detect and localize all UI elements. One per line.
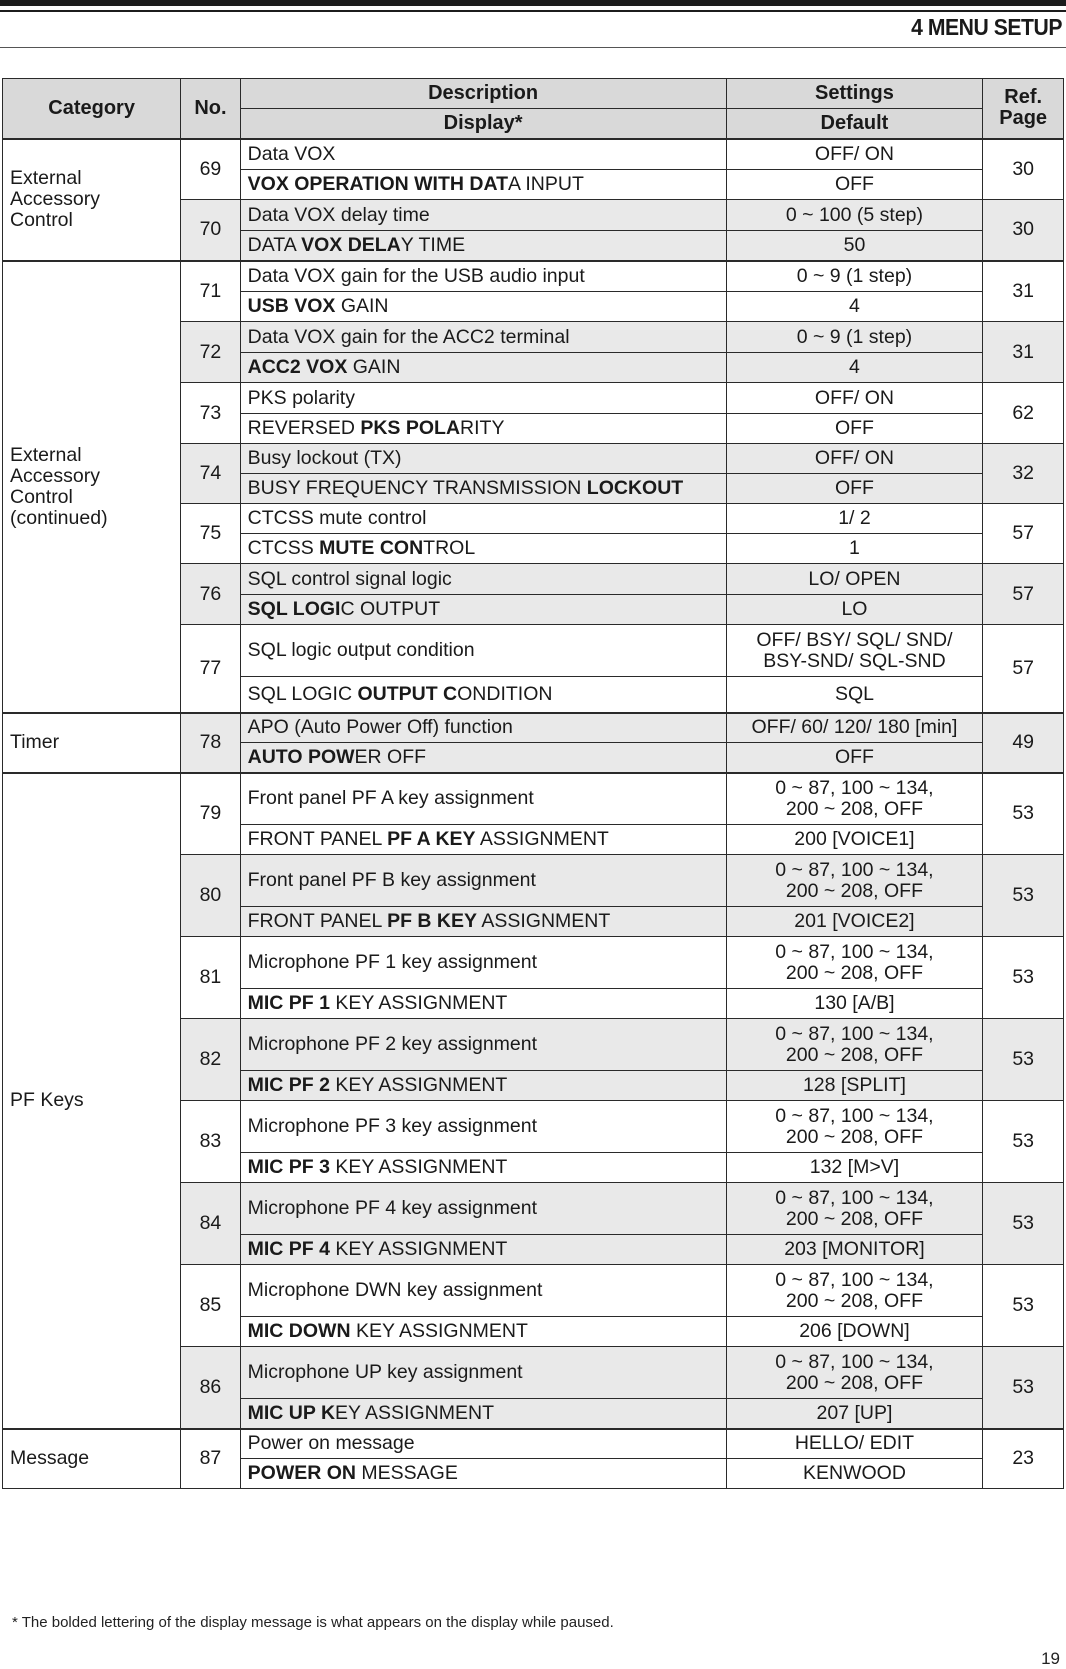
menu-description: Data VOX	[240, 139, 726, 170]
ref-page: 53	[983, 1265, 1064, 1347]
menu-settings	[726, 1265, 983, 1317]
menu-default: 132 [M>V]	[726, 1153, 983, 1183]
settings-line: 200 ~ 208, OFF	[785, 879, 924, 902]
menu-settings	[726, 444, 983, 474]
display-segment: FRONT PANEL	[247, 910, 388, 932]
ref-page: 49	[983, 713, 1064, 773]
menu-description: Front panel PF A key assignment	[240, 773, 726, 825]
display-bold-segment: WITH DAT	[414, 173, 509, 195]
menu-default: 1	[726, 534, 983, 564]
display-segment: ASSIGNMENT	[477, 910, 611, 932]
settings-line: 0 ~ 87, 100 ~ 134,	[775, 1186, 934, 1209]
settings-line: OFF/ ON	[814, 142, 894, 165]
menu-number: 77	[181, 625, 240, 713]
settings-line: 0 ~ 87, 100 ~ 134,	[775, 858, 934, 881]
table-row	[3, 773, 1064, 825]
menu-settings	[726, 1347, 983, 1399]
display-segment: RITY	[460, 417, 505, 439]
ref-page: 62	[983, 383, 1064, 444]
category-line: Accessory	[10, 188, 100, 210]
display-segment: A INPUT	[508, 173, 584, 195]
menu-default: 130 [A/B]	[726, 989, 983, 1019]
menu-display-text	[240, 595, 726, 625]
category-line: (continued)	[10, 506, 108, 529]
section-title: 4 MENU SETUP	[911, 14, 1062, 40]
menu-description: Data VOX gain for the USB audio input	[240, 261, 726, 292]
settings-line: 200 ~ 208, OFF	[785, 1207, 924, 1230]
category-external-accessory-control	[3, 139, 181, 261]
ref-page: 53	[983, 1101, 1064, 1183]
menu-settings	[726, 383, 983, 414]
menu-display-text	[240, 414, 726, 444]
settings-line: OFF/ ON	[814, 386, 894, 409]
table-row	[3, 713, 1064, 743]
header-divider	[0, 47, 1066, 48]
menu-description: PKS polarity	[240, 383, 726, 414]
display-bold-segment: OUTPUT C	[357, 682, 458, 705]
category-pf-keys	[3, 773, 181, 1429]
menu-default: KENWOOD	[726, 1459, 983, 1489]
ref-page: 57	[983, 504, 1064, 564]
ref-page: 30	[983, 139, 1064, 200]
menu-display-text	[240, 1459, 726, 1489]
menu-settings	[726, 200, 983, 231]
menu-number: 74	[181, 444, 240, 504]
menu-settings	[726, 322, 983, 353]
menu-display-text	[240, 1317, 726, 1347]
settings-line: OFF/ 60/ 120/ 180 [min]	[751, 716, 958, 739]
header-ref-line1: Ref.	[1004, 86, 1043, 109]
menu-display-text	[240, 1399, 726, 1429]
menu-default: 128 [SPLIT]	[726, 1071, 983, 1101]
settings-line: 0 ~ 87, 100 ~ 134,	[775, 1268, 934, 1291]
display-segment: EY ASSIGNMENT	[335, 1401, 494, 1424]
settings-line: LO/ OPEN	[808, 567, 901, 590]
menu-default: 206 [DOWN]	[726, 1317, 983, 1347]
menu-number: 70	[181, 200, 240, 261]
top-rule-thick	[0, 0, 1066, 6]
display-segment: GAIN	[335, 295, 389, 317]
ref-page: 32	[983, 444, 1064, 504]
display-bold-segment: SQL LOGI	[247, 598, 341, 620]
menu-number: 73	[181, 383, 240, 444]
settings-line: 200 ~ 208, OFF	[785, 1125, 924, 1148]
settings-line: 0 ~ 9 (1 step)	[796, 325, 913, 348]
menu-display-text	[240, 231, 726, 261]
header-display: Display*	[240, 109, 726, 139]
menu-settings	[726, 625, 983, 677]
header-no: No.	[181, 79, 240, 139]
menu-display-text	[240, 907, 726, 937]
header-settings: Settings	[726, 79, 983, 109]
category-line: Timer	[10, 731, 60, 753]
ref-page: 30	[983, 200, 1064, 261]
menu-settings	[726, 713, 983, 743]
menu-description: Data VOX gain for the ACC2 terminal	[240, 322, 726, 353]
header-default: Default	[726, 109, 983, 139]
display-bold-segment: LOCKOUT	[586, 477, 684, 499]
display-segment: ASSIGNMENT	[475, 828, 609, 850]
menu-display-text	[240, 825, 726, 855]
display-bold-segment: ACC2 VOX	[247, 356, 348, 378]
display-bold-segment: MIC PF 4	[247, 1238, 330, 1260]
settings-line: 200 ~ 208, OFF	[785, 1371, 924, 1394]
display-segment: ER OFF	[354, 745, 427, 768]
menu-setup-table	[2, 78, 1064, 1489]
ref-page: 53	[983, 937, 1064, 1019]
ref-page: 53	[983, 1347, 1064, 1429]
category-line: PF Keys	[10, 1089, 84, 1111]
menu-display-text	[240, 743, 726, 773]
display-bold-segment: MIC PF 1	[247, 992, 330, 1014]
menu-display-text	[240, 474, 726, 504]
display-segment: BUSY FREQUENCY TRANSMISSION	[247, 477, 587, 499]
menu-description: Microphone PF 3 key assignment	[240, 1101, 726, 1153]
display-bold-segment: PF B KEY	[387, 910, 477, 932]
menu-settings	[726, 1019, 983, 1071]
settings-line: 0 ~ 87, 100 ~ 134,	[775, 776, 934, 799]
display-bold-segment: PF A KEY	[387, 828, 476, 850]
menu-display-text	[240, 1071, 726, 1101]
menu-number: 86	[181, 1347, 240, 1429]
menu-default: LO	[726, 595, 983, 625]
display-segment: KEY ASSIGNMENT	[329, 1074, 508, 1096]
menu-description: Microphone PF 2 key assignment	[240, 1019, 726, 1071]
settings-line: 0 ~ 87, 100 ~ 134,	[775, 1022, 934, 1045]
menu-number: 83	[181, 1101, 240, 1183]
menu-default: 201 [VOICE2]	[726, 907, 983, 937]
menu-description: Data VOX delay time	[240, 200, 726, 231]
menu-number: 80	[181, 855, 240, 937]
settings-line: OFF/ ON	[814, 447, 894, 469]
menu-default: SQL	[726, 677, 983, 713]
menu-settings	[726, 937, 983, 989]
display-segment: GAIN	[347, 356, 401, 378]
settings-line: 200 ~ 208, OFF	[785, 961, 924, 984]
display-bold-segment: VOX DELA	[301, 233, 401, 256]
settings-line: 200 ~ 208, OFF	[785, 1043, 924, 1066]
menu-description: Busy lockout (TX)	[240, 444, 726, 474]
menu-number: 79	[181, 773, 240, 855]
display-bold-segment: MIC PF 2	[247, 1074, 330, 1096]
display-bold-segment: USB VOX	[247, 295, 336, 317]
display-segment: FRONT PANEL	[247, 828, 388, 850]
display-bold-segment: MUTE CON	[319, 537, 424, 559]
ref-page: 23	[983, 1429, 1064, 1489]
menu-settings	[726, 855, 983, 907]
category-line: Control	[10, 485, 73, 508]
header-ref-line2: Page	[999, 107, 1048, 130]
menu-description: CTCSS mute control	[240, 504, 726, 534]
settings-line: 0 ~ 87, 100 ~ 134,	[775, 940, 934, 963]
menu-display-text	[240, 170, 726, 200]
category-line: Message	[10, 1447, 90, 1470]
display-bold-segment: POWER ON	[247, 1462, 356, 1484]
menu-default: OFF	[726, 414, 983, 444]
settings-line: 200 ~ 208, OFF	[785, 1289, 924, 1312]
header-category: Category	[3, 79, 181, 139]
ref-page: 31	[983, 322, 1064, 383]
menu-number: 78	[181, 713, 240, 773]
display-bold-segment: VOX OPERATION	[247, 173, 415, 195]
menu-description: Microphone DWN key assignment	[240, 1265, 726, 1317]
menu-number: 82	[181, 1019, 240, 1101]
menu-settings	[726, 261, 983, 292]
footnote: * The bolded lettering of the display message is what appears on the display while paused.	[12, 1614, 614, 1631]
menu-description: Microphone UP key assignment	[240, 1347, 726, 1399]
menu-description: Microphone PF 1 key assignment	[240, 937, 726, 989]
display-bold-segment: MIC UP K	[247, 1401, 336, 1424]
display-segment: DATA	[247, 233, 302, 256]
page-number: 19	[1041, 1649, 1060, 1668]
header-description: Description	[240, 79, 726, 109]
menu-display-text	[240, 292, 726, 322]
menu-settings	[726, 1183, 983, 1235]
menu-settings	[726, 1429, 983, 1459]
menu-display-text	[240, 677, 726, 713]
category-line: Control	[10, 209, 73, 231]
ref-page: 53	[983, 1019, 1064, 1101]
settings-line: 0 ~ 100 (5 step)	[785, 203, 924, 226]
menu-number: 75	[181, 504, 240, 564]
menu-settings	[726, 504, 983, 534]
menu-description: SQL logic output condition	[240, 625, 726, 677]
table-row	[3, 261, 1064, 292]
display-segment: Y TIME	[400, 233, 466, 256]
menu-settings	[726, 1101, 983, 1153]
display-segment: MESSAGE	[355, 1462, 458, 1484]
settings-line: BSY-SND/ SQL-SND	[763, 649, 946, 672]
menu-default: OFF	[726, 474, 983, 504]
category-line: External	[10, 443, 82, 466]
menu-number: 72	[181, 322, 240, 383]
menu-settings	[726, 564, 983, 595]
menu-default: 203 [MONITOR]	[726, 1235, 983, 1265]
menu-number: 81	[181, 937, 240, 1019]
category-external-accessory-control-continued	[3, 261, 181, 713]
display-segment: ONDITION	[457, 682, 553, 705]
settings-line: 1/ 2	[838, 507, 871, 529]
display-segment: KEY ASSIGNMENT	[350, 1320, 528, 1342]
category-line: Accessory	[10, 464, 100, 487]
menu-number: 84	[181, 1183, 240, 1265]
menu-description: SQL control signal logic	[240, 564, 726, 595]
table-row	[3, 1429, 1064, 1459]
ref-page: 53	[983, 1183, 1064, 1265]
menu-default: OFF	[726, 743, 983, 773]
category-timer	[3, 713, 181, 773]
menu-description: Power on message	[240, 1429, 726, 1459]
menu-number: 69	[181, 139, 240, 200]
display-segment: CTCSS	[247, 537, 320, 559]
menu-default: 4	[726, 353, 983, 383]
menu-number: 76	[181, 564, 240, 625]
display-segment: KEY ASSIGNMENT	[329, 992, 508, 1014]
menu-default: 50	[726, 231, 983, 261]
header-ref-page	[983, 79, 1064, 139]
menu-description: Microphone PF 4 key assignment	[240, 1183, 726, 1235]
table-row	[3, 139, 1064, 170]
menu-table-body	[3, 139, 1064, 1489]
category-message	[3, 1429, 181, 1489]
display-segment: TROL	[423, 537, 476, 559]
menu-display-text	[240, 1153, 726, 1183]
top-rule-thin	[0, 10, 1066, 12]
display-segment: REVERSED	[247, 417, 361, 439]
settings-line: 200 ~ 208, OFF	[785, 797, 924, 820]
menu-default: 4	[726, 292, 983, 322]
settings-line: 0 ~ 9 (1 step)	[796, 264, 913, 287]
display-bold-segment: PKS POLA	[360, 417, 461, 439]
settings-line: 0 ~ 87, 100 ~ 134,	[775, 1104, 934, 1127]
menu-display-text	[240, 989, 726, 1019]
settings-line: HELLO/ EDIT	[794, 1432, 915, 1455]
menu-display-text	[240, 534, 726, 564]
display-bold-segment: AUTO POW	[247, 745, 355, 768]
menu-number: 85	[181, 1265, 240, 1347]
menu-settings	[726, 139, 983, 170]
category-line: External	[10, 167, 82, 189]
ref-page: 53	[983, 773, 1064, 855]
menu-description: Front panel PF B key assignment	[240, 855, 726, 907]
display-segment: SQL LOGIC	[247, 682, 358, 705]
ref-page: 31	[983, 261, 1064, 322]
settings-line: OFF/ BSY/ SQL/ SND/	[756, 628, 953, 651]
menu-default: 207 [UP]	[726, 1399, 983, 1429]
menu-number: 87	[181, 1429, 240, 1489]
settings-line: 0 ~ 87, 100 ~ 134,	[775, 1350, 934, 1373]
display-segment: KEY ASSIGNMENT	[329, 1238, 508, 1260]
display-bold-segment: MIC PF 3	[247, 1156, 330, 1178]
menu-description: APO (Auto Power Off) function	[240, 713, 726, 743]
menu-number: 71	[181, 261, 240, 322]
display-segment: C OUTPUT	[340, 598, 441, 620]
menu-display-text	[240, 1235, 726, 1265]
display-segment: KEY ASSIGNMENT	[329, 1156, 508, 1178]
menu-display-text	[240, 353, 726, 383]
ref-page: 57	[983, 625, 1064, 713]
ref-page: 57	[983, 564, 1064, 625]
menu-default: OFF	[726, 170, 983, 200]
menu-default: 200 [VOICE1]	[726, 825, 983, 855]
display-bold-segment: MIC DOWN	[247, 1320, 351, 1342]
menu-settings	[726, 773, 983, 825]
ref-page: 53	[983, 855, 1064, 937]
